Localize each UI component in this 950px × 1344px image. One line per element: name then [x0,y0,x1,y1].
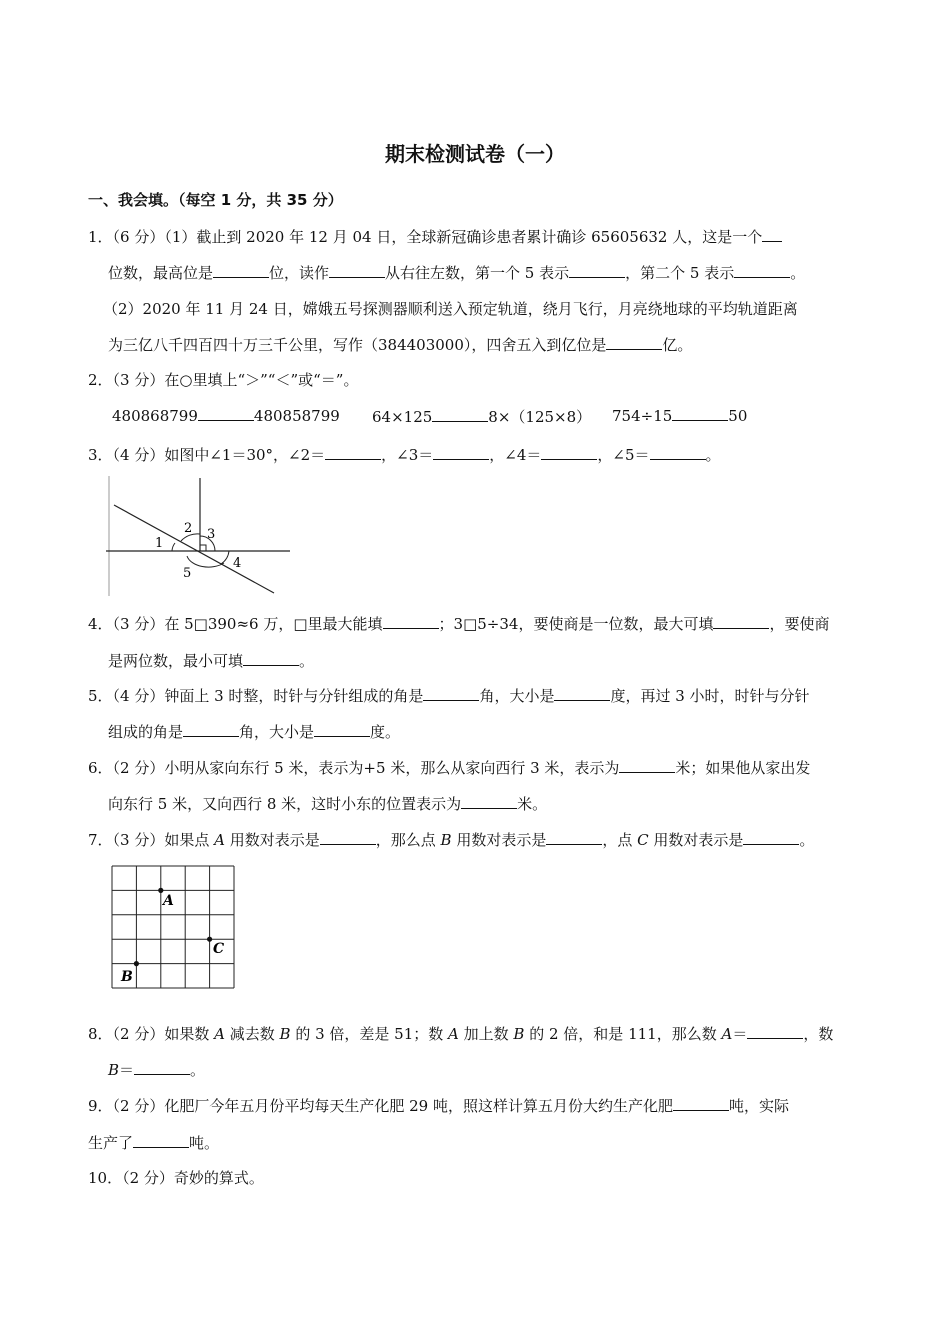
q2-value: 8×（125×8） [488,408,592,426]
q4-blank-one-digit[interactable] [713,614,769,629]
q9-blank-actual[interactable] [133,1133,189,1148]
q1-text: 。 [790,264,806,282]
q3-text: 。 [705,446,721,464]
q7-text: 用数对表示是 [648,831,744,849]
q1-text: 从右往左数，第一个 5 表示 [385,264,570,282]
q3-text: ，∠4＝ [489,446,542,464]
q1-blank-read[interactable] [329,263,385,278]
q6-blank-west[interactable] [619,758,675,773]
q4-blank-max[interactable] [383,614,439,629]
q7-text: ，那么点 [375,831,441,849]
q9-text: 生产了 [88,1134,134,1152]
slanted-line [114,505,274,593]
angle-label-3: 3 [207,527,216,542]
q8-line1 [88,1024,833,1044]
q3-text: 3．（4 分）如图中∠1＝30°，∠2＝ [88,446,326,464]
point-b-label: B [121,969,133,985]
q8-line2 [108,1060,205,1080]
q9-line1 [88,1096,789,1116]
q9-line2 [88,1133,219,1153]
q1-blank-round[interactable] [606,335,662,350]
q7-point-name: C [637,831,649,849]
q1-line1 [88,227,782,247]
q2-expression-1 [112,406,340,425]
q7-text: 7．（3 分）如果点 [88,831,215,849]
q8-text: ＝ [732,1025,748,1043]
angle-label-2: 2 [184,521,193,536]
q9-blank-estimate[interactable] [673,1096,729,1111]
q8-var: A [721,1025,733,1043]
q8-text: ，数 [803,1025,834,1043]
angle-label-5: 5 [183,566,192,581]
q4-text: ，要使商 [769,615,830,633]
q1-text: 位，读作 [269,264,330,282]
q8-var: A [214,1025,225,1043]
q5-blank-degree1[interactable] [554,686,610,701]
q3-text: ，∠3＝ [381,446,434,464]
q8-var: A [448,1025,459,1043]
q1-blank-first5[interactable] [569,263,625,278]
q5-text: 度。 [370,723,401,741]
q5-blank-angle-type2[interactable] [183,722,239,737]
q4-text: ；3□5÷34，要使商是一位数，最大可填 [438,615,714,633]
q1-blank-second5[interactable] [734,263,790,278]
q3-text: ，∠5＝ [597,446,650,464]
q8-text: ＝ [119,1061,135,1079]
q1-blank-digits[interactable] [762,227,782,242]
angle-label-1: 1 [155,536,164,551]
point-c-label: C [213,941,225,957]
q7-text: ，点 [602,831,638,849]
q8-text: 的 3 倍，差是 51；数 [290,1025,449,1043]
q1-text: 位数，最高位是 [108,264,214,282]
q8-var: B [279,1025,291,1043]
q5-line1 [88,686,810,706]
q1-text: ，第二个 5 表示 [625,264,735,282]
point-c-dot [207,937,212,942]
angle1-arc [172,543,175,551]
q5-line2 [108,722,400,742]
q3-blank-angle2[interactable] [325,445,381,460]
q10-line1: 10．（2 分）奇妙的算式。 [88,1169,264,1187]
q5-blank-degree2[interactable] [314,722,370,737]
q3-blank-angle3[interactable] [433,445,489,460]
point-b-dot [134,961,139,966]
q1-blank-highest[interactable] [213,263,269,278]
q5-text: 度，再过 3 小时，时针与分针 [610,687,810,705]
q5-text: 5．（4 分）钟面上 3 时整，时针与分针组成的角是 [88,687,424,705]
q3-line1 [88,445,721,465]
q4-text: 是两位数，最小可填 [108,652,244,670]
q2-value: 64×125 [372,408,433,426]
q8-text: 加上数 [458,1025,514,1043]
q2-value: 50 [728,407,748,425]
page-title: 期末检测试卷（一） [385,142,565,166]
q6-text: 向东行 5 米，又向西行 8 米，这时小东的位置表示为 [108,795,462,813]
q2-line1: 2．（3 分）在○里填上“＞”“＜”或“＝”。 [88,371,359,389]
coordinate-grid [110,864,238,990]
q2-expression-3 [612,406,747,425]
q4-blank-two-digit[interactable] [243,651,299,666]
q8-var: B [108,1061,120,1079]
q8-var: B [513,1025,525,1043]
q1-text: 为三亿八千四百四十万三千公里，写作（384403000），四舍五入到亿位是 [108,336,607,354]
q2-blank-1[interactable] [198,406,254,421]
q1-line3: （2）2020 年 11 月 24 日，嫦娥五号探测器顺利送入预定轨道，绕月飞行，月亮绕地球的平均轨道距离 [103,300,798,318]
q2-expression-2 [372,406,591,427]
q9-text: 吨。 [189,1134,220,1152]
q5-text: 角，大小是 [479,687,555,705]
q5-text: 组成的角是 [108,723,184,741]
q6-text: 米。 [517,795,548,813]
q2-blank-2[interactable] [432,407,488,422]
q7-line1 [88,830,814,850]
q7-text: 。 [799,831,815,849]
q8-blank-b[interactable] [134,1060,190,1075]
q9-text: 9．（2 分）化肥厂今年五月份平均每天生产化肥 29 吨，照这样计算五月份大约生产化肥 [88,1097,673,1115]
q7-blank-a[interactable] [320,830,376,845]
q8-text: 的 2 倍，和是 111，那么数 [524,1025,722,1043]
section-heading: 一、我会填。（每空 1 分，共 35 分） [88,191,343,209]
q2-value: 480858799 [253,407,340,425]
q7-point-name: B [440,831,452,849]
angle4-arc [221,551,229,564]
angle-figure [106,474,296,598]
q4-line2 [108,651,314,671]
q7-blank-c[interactable] [743,830,799,845]
q8-blank-a[interactable] [747,1024,803,1039]
angle5-arc [187,556,224,567]
q2-value: 754÷15 [612,407,673,425]
q3-blank-angle5[interactable] [650,445,706,460]
angle-label-4: 4 [233,556,242,571]
q8-text: 减去数 [224,1025,280,1043]
q6-blank-position[interactable] [461,794,517,809]
q8-text: 8．（2 分）如果数 [88,1025,215,1043]
q7-point-name: A [214,831,225,849]
q2-value: 480868799 [112,407,198,425]
q3-blank-angle4[interactable] [541,445,597,460]
q6-text: 米；如果他从家出发 [675,759,811,777]
q1-line2 [108,263,805,283]
q5-blank-angle-type1[interactable] [423,686,479,701]
q4-text: 4．（3 分）在 5□390≈6 万，□里最大能填 [88,615,383,633]
point-a-label: A [163,893,174,909]
q8-text: 。 [190,1061,206,1079]
q7-text: 用数对表示是 [451,831,547,849]
q7-blank-b[interactable] [546,830,602,845]
q6-line2 [108,794,547,814]
q2-blank-3[interactable] [672,406,728,421]
right-angle-mark [200,545,206,551]
q6-line1 [88,758,810,778]
q1-text: 亿。 [662,336,693,354]
q4-line1 [88,614,829,634]
q1-line4 [108,335,692,355]
q1-text: 1．（6 分）（1）截止到 2020 年 12 月 04 日，全球新冠确诊患者累计确诊 65605632 人，这是一个 [88,228,763,246]
q7-text: 用数对表示是 [224,831,320,849]
q4-text: 。 [299,652,315,670]
q5-text: 角，大小是 [239,723,315,741]
q9-text: 吨，实际 [728,1097,789,1115]
q6-text: 6．（2 分）小明从家向东行 5 米，表示为+5 米，那么从家向西行 3 米，表示为 [88,759,620,777]
